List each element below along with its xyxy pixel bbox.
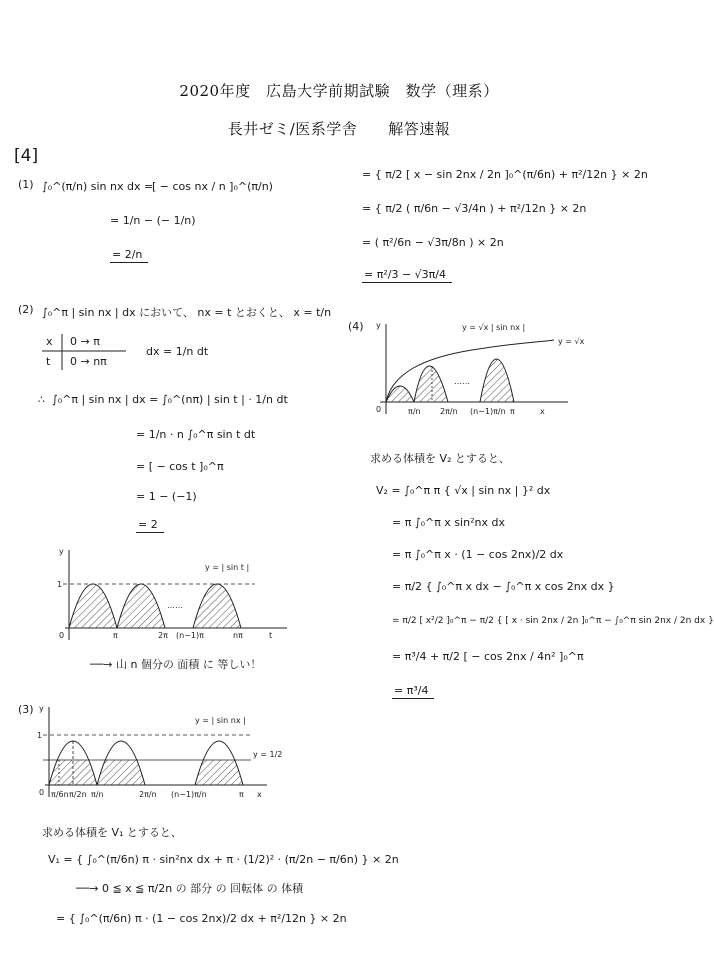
page-subtitle: 長井ゼミ/医系学舎 解答速報	[227, 120, 451, 138]
part2-hump-1	[69, 584, 117, 628]
part3-step1: = { ∫₀^(π/6n) π · (1 − cos 2nx)/2 dx + π²/12n } × 2n	[56, 912, 347, 925]
part4-volume-intro: 求める体積を V₂ とすると、	[370, 452, 510, 465]
part1-label: (1)	[18, 178, 34, 191]
part3-graph-y-label: y	[39, 704, 44, 713]
part2-hump-n	[193, 584, 241, 628]
part3-graph-x-label: x	[257, 790, 262, 799]
part3-label: (3)	[18, 703, 34, 716]
part4-graph-y-label: y	[376, 321, 381, 330]
part3-tick-pi-6n: π/6n	[51, 790, 69, 799]
part3-hatched-region	[49, 741, 243, 785]
part4-graph	[372, 322, 612, 422]
part2-label: (2)	[18, 303, 34, 316]
part2-table-x: x	[46, 335, 53, 348]
part4-tick-pi-n: π/n	[408, 407, 421, 416]
part2-tick-n-1pi: (n−1)π	[176, 631, 204, 640]
part2-tick-npi: nπ	[233, 631, 243, 640]
part2-therefore: ∴	[38, 393, 45, 406]
part4-tick-2pi-n: 2π/n	[440, 407, 458, 416]
part2-hump-2	[117, 584, 165, 628]
part4-step4: = π/2 { ∫₀^π x dx − ∫₀^π x cos 2nx dx }	[392, 580, 615, 593]
part3-half-label: y = 1/2	[253, 750, 283, 759]
part3-graph	[35, 705, 285, 805]
part3-step3: = { π/2 ( π/6n − √3/4n ) + π²/12n } × 2n	[362, 202, 587, 215]
part1-integral-lhs: ∫₀^(π/n) sin nx dx =	[42, 180, 154, 193]
part2-table-t: t	[46, 355, 51, 368]
part2-substitution-table	[40, 332, 130, 374]
part4-answer: = π³/4	[392, 684, 434, 699]
part4-sqrt-label: y = √x	[558, 337, 585, 346]
part4-sqrt-curve	[386, 340, 554, 402]
part2-answer: = 2	[136, 518, 164, 533]
part3-note: ──→ 0 ≦ x ≦ π/2n の 部分 の 回転体 の 体積	[76, 882, 304, 895]
part4-tick-n-1pi-n: (n−1)π/n	[470, 407, 506, 416]
part2-step1: ∫₀^π | sin nx | dx = ∫₀^(nπ) | sin t | · 1/n dt	[52, 393, 288, 406]
part3-tick-pi: π	[239, 790, 244, 799]
part3-answer: = π²/3 − √3π/4	[362, 268, 452, 283]
part4-step6: = π³/4 + π/2 [ − cos 2nx / 4n² ]₀^π	[392, 650, 584, 663]
part3-graph-label: y = | sin nx |	[195, 716, 246, 725]
part2-dx-text: dx = 1/n dt	[146, 345, 209, 358]
part1-step2: = 1/n − (− 1/n)	[110, 214, 196, 227]
part2-table-t-range: 0 → nπ	[70, 355, 107, 368]
part4-label: (4)	[348, 320, 364, 333]
part2-tick-2pi: 2π	[158, 631, 168, 640]
part3-v1-expression: V₁ = { ∫₀^(π/6n) π · sin²nx dx + π · (1/2)² · (π/2n − π/6n) } × 2n	[48, 853, 399, 866]
part3-graph-one: 1	[37, 731, 43, 740]
part4-graph-zero: 0	[376, 405, 382, 414]
part4-graph-dots: ……	[454, 377, 470, 386]
part4-step2: = π ∫₀^π x sin²nx dx	[392, 516, 505, 529]
part1-integral-rhs: [ − cos nx / n ]₀^(π/n)	[152, 180, 273, 193]
part4-tick-pi: π	[510, 407, 515, 416]
problem-number: [4]	[14, 146, 39, 166]
part2-graph-t-label: t	[269, 631, 273, 640]
part3-tick-2pi-n: 2π/n	[139, 790, 157, 799]
part4-v2-expression: V₂ = ∫₀^π π { √x | sin nx | }² dx	[376, 484, 551, 497]
part3-step4: = ( π²/6n − √3π/8n ) × 2n	[362, 236, 504, 249]
part3-tick-pi-2n: π/2n	[69, 790, 87, 799]
part2-graph-one: 1	[57, 580, 63, 589]
part2-arrow-note: ──→ 山 n 個分の 面積 に 等しい！	[90, 658, 262, 671]
part4-step3: = π ∫₀^π x · (1 − cos 2nx)/2 dx	[392, 548, 564, 561]
part4-step5: = π/2 [ x²/2 ]₀^π − π/2 { [ x · sin 2nx / 2n ]₀^π − ∫₀^π sin 2nx / 2n dx }	[392, 616, 714, 626]
part2-tick-pi: π	[113, 631, 118, 640]
part4-graph-label: y = √x | sin nx |	[462, 323, 526, 332]
part2-step3: = [ − cos t ]₀^π	[136, 460, 224, 473]
part2-graph-zero: 0	[59, 631, 65, 640]
page-title: 2020年度 広島大学前期試験 数学（理系）	[179, 82, 499, 100]
part4-hump-2	[414, 366, 448, 402]
part4-hump-n	[480, 359, 514, 402]
part4-graph-x-label: x	[540, 407, 545, 416]
part4-hump-1	[386, 386, 414, 402]
part2-graph-y-label: y	[59, 547, 64, 556]
part2-graph-label: y = | sin t |	[205, 563, 250, 572]
part2-intro: ∫₀^π | sin nx | dx において、 nx = t とおくと、 x = t/n	[42, 306, 332, 319]
part2-table-x-range: 0 → π	[70, 335, 100, 348]
part1-answer: = 2/n	[110, 248, 148, 263]
part2-step2: = 1/n · n ∫₀^π sin t dt	[136, 428, 256, 441]
part2-step4: = 1 − (−1)	[136, 490, 197, 503]
part3-tick-n-1pi-n: (n−1)π/n	[171, 790, 207, 799]
part2-graph	[55, 548, 295, 648]
part2-graph-dots: ……	[167, 601, 183, 610]
part3-tick-pi-n: π/n	[91, 790, 104, 799]
part3-graph-zero: 0	[39, 788, 45, 797]
part3-step2: = { π/2 [ x − sin 2nx / 2n ]₀^(π/6n) + π²/12n } × 2n	[362, 168, 648, 181]
part3-volume-intro: 求める体積を V₁ とすると、	[42, 826, 182, 839]
